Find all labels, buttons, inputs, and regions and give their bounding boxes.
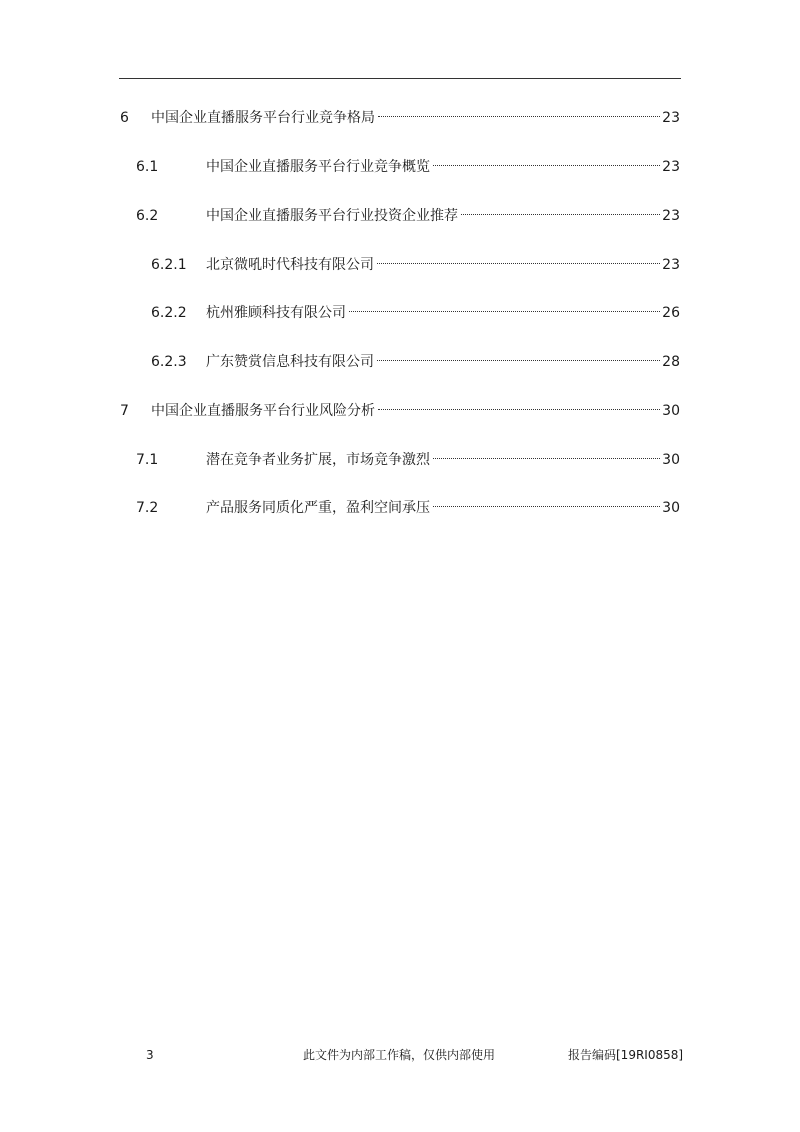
toc-entry[interactable] (0, 400, 800, 422)
toc-entry-title: 中国企业直播服务平台行业竞争概览 (206, 159, 430, 175)
toc-entry-number: 7.1 (136, 452, 159, 468)
toc-dot-leader (461, 214, 660, 215)
toc-entry-title: 中国企业直播服务平台行业投资企业推荐 (206, 208, 458, 224)
footer-page-number: 3 (146, 1048, 154, 1062)
toc-entry[interactable] (0, 302, 800, 324)
toc-entry[interactable] (0, 449, 800, 471)
toc-dot-leader (349, 311, 660, 312)
toc-entry[interactable] (0, 254, 800, 276)
toc-entry-page: 30 (662, 500, 680, 516)
toc-entry-number: 6.2.1 (151, 257, 187, 273)
footer-report-code: 报告编码[19RI0858] (568, 1048, 684, 1062)
toc-entry-title: 中国企业直播服务平台行业竞争格局 (151, 110, 375, 126)
toc-dot-leader (433, 458, 660, 459)
toc-entry-title: 北京微吼时代科技有限公司 (206, 257, 374, 273)
toc-entry-number: 6.2.2 (151, 305, 187, 321)
toc-entry-number: 6 (120, 110, 129, 126)
toc-entry-number: 6.1 (136, 159, 159, 175)
toc-entry-title: 杭州雅顾科技有限公司 (206, 305, 346, 321)
toc-dot-leader (378, 116, 660, 117)
toc-entry-number: 7 (120, 403, 129, 419)
toc-entry-page: 30 (662, 452, 680, 468)
footer-internal-notice: 此文件为内部工作稿，仅供内部使用 (303, 1048, 496, 1062)
toc-dot-leader (433, 165, 660, 166)
toc-dot-leader (377, 263, 660, 264)
toc-entry-title: 产品服务同质化严重，盈利空间承压 (206, 500, 430, 516)
toc-entry-page: 28 (662, 354, 680, 370)
toc-dot-leader (378, 409, 660, 410)
toc-entry-title: 中国企业直播服务平台行业风险分析 (151, 403, 375, 419)
toc-entry-page: 23 (662, 257, 680, 273)
toc-entry-page: 30 (662, 403, 680, 419)
toc-entry[interactable] (0, 497, 800, 519)
toc-dot-leader (433, 506, 660, 507)
toc-entry-page: 26 (662, 305, 680, 321)
toc-entry-number: 6.2.3 (151, 354, 187, 370)
toc-entry[interactable] (0, 156, 800, 178)
toc-entry[interactable] (0, 205, 800, 227)
header-rule (119, 78, 681, 79)
toc-entry[interactable] (0, 107, 800, 129)
toc-entry-title: 广东赞赏信息科技有限公司 (206, 354, 374, 370)
toc-entry-number: 6.2 (136, 208, 159, 224)
toc-entry-page: 23 (662, 208, 680, 224)
toc-entry-number: 7.2 (136, 500, 159, 516)
toc-entry-title: 潜在竞争者业务扩展，市场竞争激烈 (206, 452, 430, 468)
toc-entry[interactable] (0, 351, 800, 373)
toc-entry-page: 23 (662, 159, 680, 175)
toc-entry-page: 23 (662, 110, 680, 126)
toc-dot-leader (377, 360, 660, 361)
